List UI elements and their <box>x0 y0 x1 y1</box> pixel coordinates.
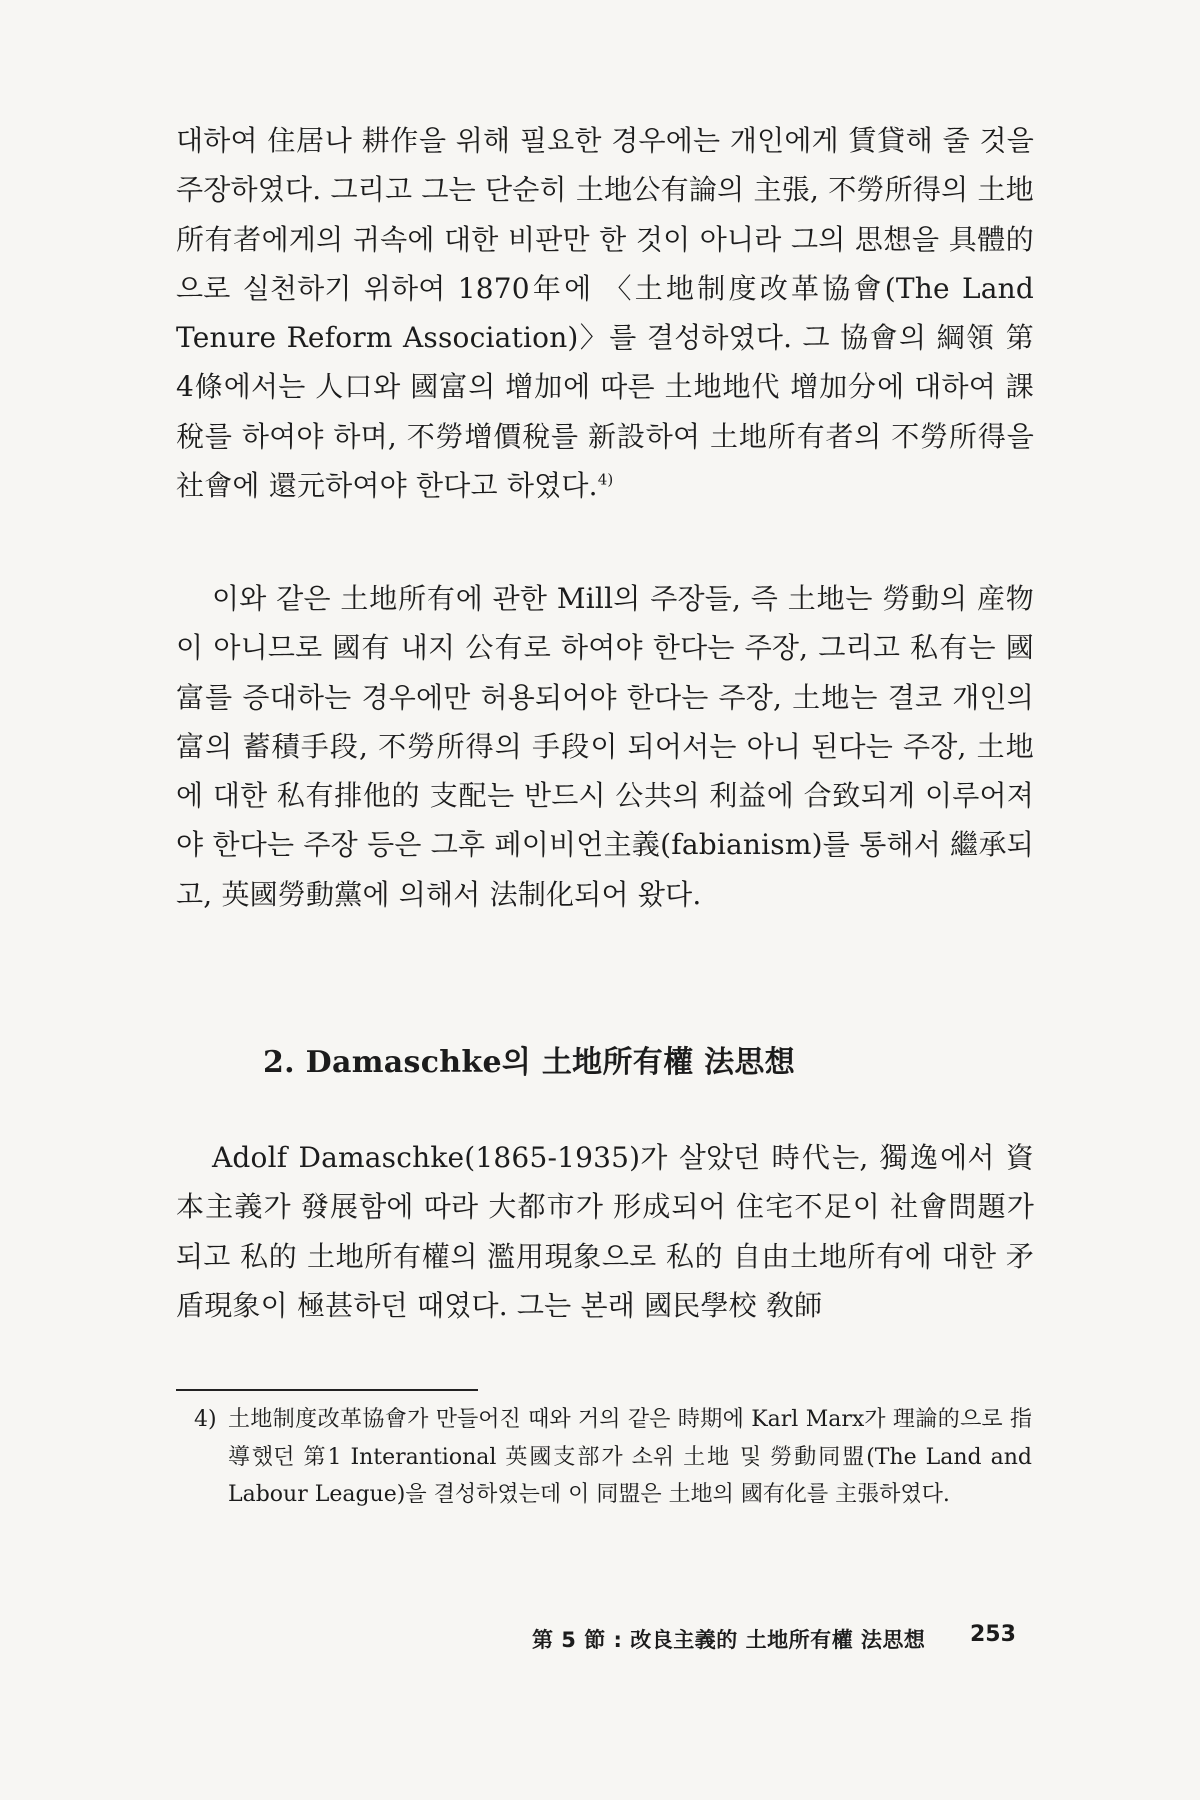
footnote-reference: 4) <box>597 470 614 489</box>
footnote-divider <box>176 1389 478 1391</box>
page-number: 253 <box>970 1622 1016 1647</box>
running-footer-title: 第 5 節 : 改良主義的 土地所有權 法思想 <box>532 1628 926 1652</box>
body-paragraph-2: 이와 같은 土地所有에 관한 Mill의 주장들, 즉 土地는 勞動의 産物이 아니므로 國有 내지 公有로 하여야 한다는 주장, 그리고 私有는 國富를 증대하는 경우에만 허용되어야 한다는 주장, 土地는 결코 개인의 富의 蓄積手段, 不勞所得의 手段이 되어서는 아니 된다는 주장, 土地에 대한 私有排他的 支配는 반드시 公共의 利益에 合致되게 이루어져야 한다는 주장 등은 그후 페이비언主義(fabianism)를 통해서 繼承되고, 英國勞動黨에 의해서 法制化되어 왔다. <box>176 582 1034 911</box>
footnote-text: 土地制度改革協會가 만들어진 때와 거의 같은 時期에 Karl Marx가 理論的으로 指導했던 第1 Interantional 英國支部가 소위 土地 및 勞動同盟(The Land and Labour League)을 결성하였는데 이 同盟은 土地의 國有化를 主張하였다. <box>228 1407 1032 1507</box>
body-paragraph-3: Adolf Damaschke(1865-1935)가 살았던 時代는, 獨逸에서 資本主義가 發展함에 따라 大都市가 形成되어 住宅不足이 社會問題가 되고 私的 土地所有權의 濫用現象으로 私的 自由土地所有에 대한 矛盾現象이 極甚하던 때였다. 그는 본래 國民學校 敎師 <box>176 1141 1034 1322</box>
body-paragraph-1 <box>176 116 1034 510</box>
paragraph-text: 대하여 住居나 耕作을 위해 필요한 경우에는 개인에게 賃貸해 줄 것을 주장하였다. 그리고 그는 단순히 土地公有論의 主張, 不勞所得의 土地所有者에게의 귀속에 대한 비판만 한 것이 아니라 그의 思想을 具體的으로 실천하기 위하여 1870年에 〈土地制度改革協會(The Land Tenure Reform Association)〉를 결성하였다. 그 協會의 綱領 第4條에서는 人口와 國富의 增加에 따른 土地地代 增加分에 대하여 課稅를 하여야 하며, 不勞增價稅를 新設하여 土地所有者의 不勞所得을 社會에 還元하여야 한다고 하였다. <box>176 124 1034 503</box>
footnote-number: 4) <box>194 1407 217 1432</box>
section-heading: 2. Damaschke의 土地所有權 法思想 <box>263 1045 796 1080</box>
footnote <box>194 1401 1032 1514</box>
